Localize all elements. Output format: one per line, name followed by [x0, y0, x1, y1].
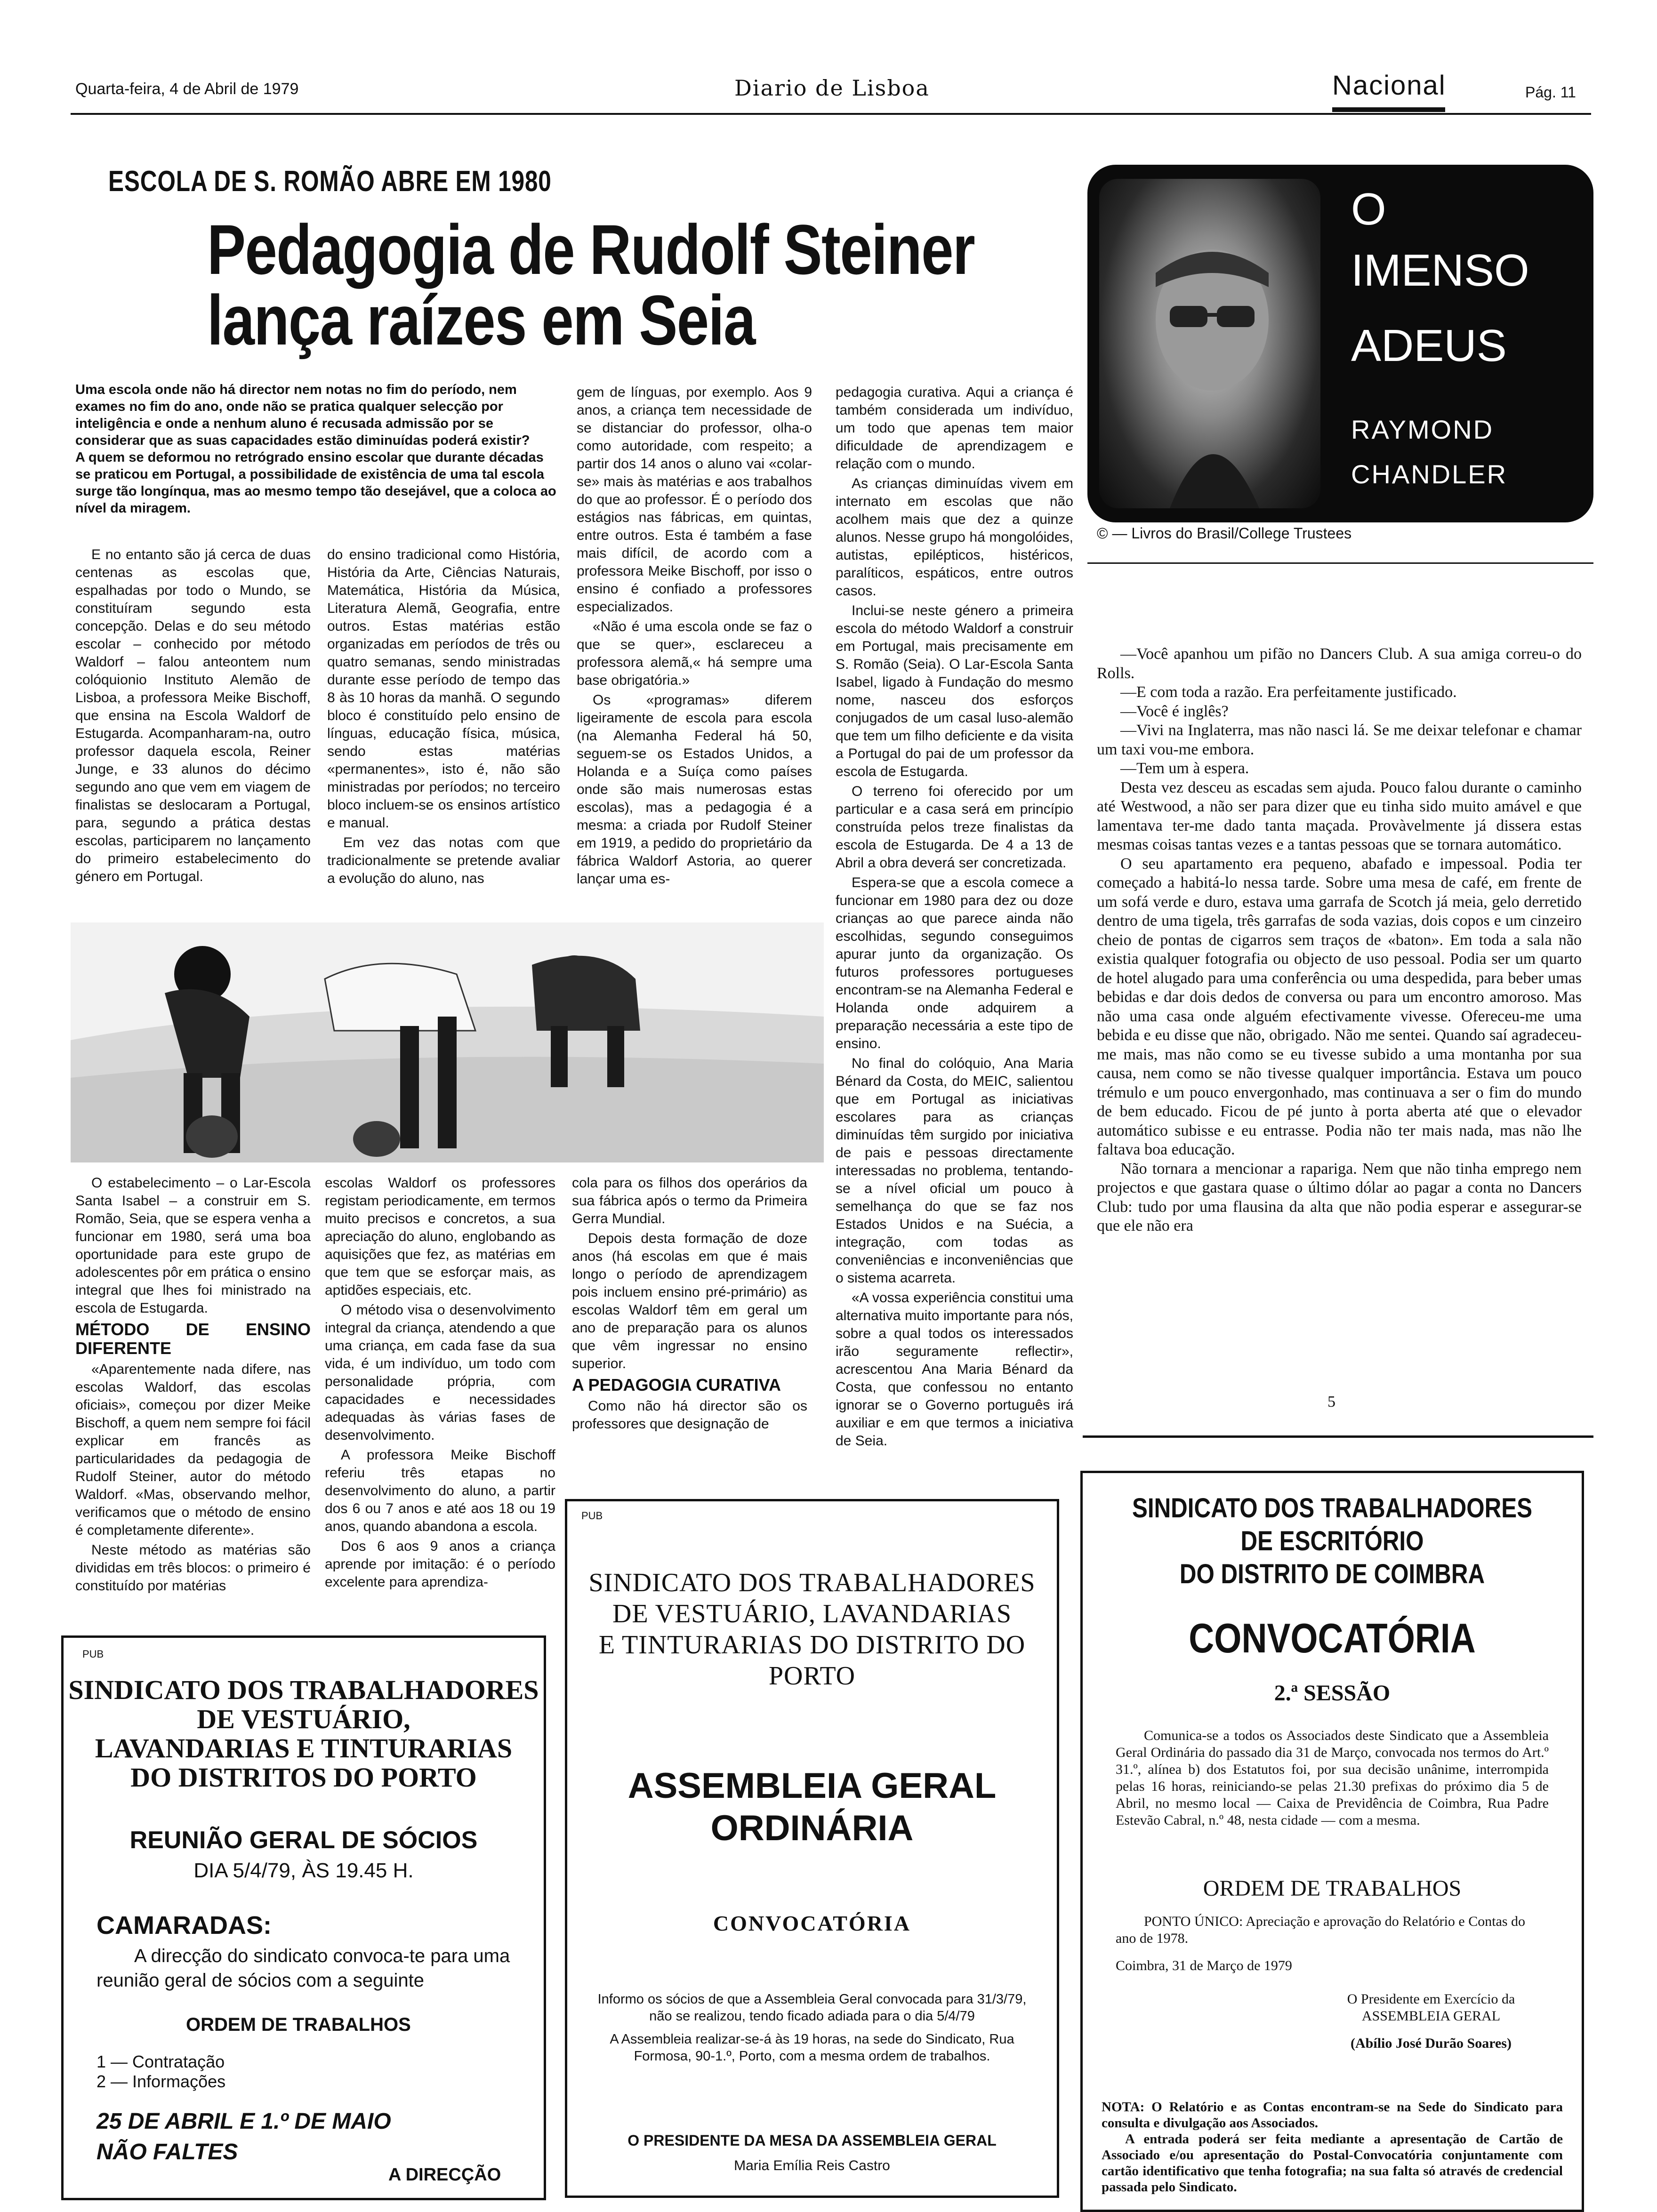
ad3-organisation — [1120, 1492, 1544, 1591]
ad2-title-line: ASSEMBLEIA GERAL — [627, 1766, 997, 1806]
paragraph: Neste método as matérias são divididas em três blocos: o primeiro é constituído por matérias — [75, 1542, 311, 1594]
book-credit: © — Livros do Brasil/College Trustees — [1097, 525, 1352, 542]
excerpt-paragraph: Desta vez desceu as escadas sem ajuda. Pouco falou durante o caminho até Westwood, a não ser para dizer que eu tinha sido muito amável e que lamentava ter-me dado tanta maçada. Provàvelmente já dissera estas mesmas coisas tantas vezes e a tantas pessoas que se tornara automático. — [1097, 778, 1582, 853]
ad3-org-line: SINDICATO DOS TRABALHADORES — [1132, 1493, 1532, 1523]
headline-line-2: lança raízes em Seia — [207, 281, 755, 360]
advert-coimbra-convocation — [1080, 1471, 1584, 2212]
article-lower-column-2 — [325, 1174, 555, 1593]
ad3-place-date: Coimbra, 31 de Março de 1979 — [1116, 1958, 1292, 1973]
excerpt-paragraph: —Tem um à espera. — [1120, 760, 1249, 777]
article-photo — [71, 922, 824, 1162]
ad2-organisation — [567, 1567, 1057, 1691]
ad3-title: CONVOCATÓRIA — [1189, 1615, 1476, 1661]
ad2-subtitle: CONVOCATÓRIA — [713, 1911, 911, 1935]
paragraph: O terreno foi oferecido por um particular e a casa será em princípio construída pelos treze finalistas da escola de Estugarda. De 4 a 13 de Abril a obra deverá ser concretizada. — [836, 784, 1073, 871]
section-name: Nacional — [1332, 70, 1446, 101]
ad3-signature-line: O Presidente em Exercício da — [1347, 1991, 1515, 2007]
ad3-signature-line: ASSEMBLEIA GERAL — [1361, 2008, 1501, 2024]
ad1-body: A direcção do sindicato convoca-te para uma reunião geral de sócios com a seguinte — [97, 1946, 510, 1991]
header-date: Quarta-feira, 4 de Abril de 1979 — [75, 80, 299, 98]
book-title-word-2: IMENSO — [1351, 245, 1529, 296]
ad1-signature: A DIRECÇÃO — [388, 2165, 501, 2185]
ad1-org-line: SINDICATO DOS TRABALHADORES — [68, 1675, 539, 1705]
pub-label: PUB — [581, 1510, 603, 1522]
paragraph: do ensino tradicional como História, História da Arte, Ciências Naturais, Matemática, História da Música, Literatura Alemã, Geografia, entre outros. Estas matérias estão organizadas em períodos de três ou quatro semanas, sendo ministradas durante esse período de tempo das 8 às 10 horas da manhã. O segundo bloco é constituído pelo ensino de línguas, educação física, música, sendo estas matérias «permanentes», isto é, não são ministradas por períodos; no terceiro bloco incluem-se os ensinos artístico e manual. — [327, 547, 560, 831]
ad3-signature-block — [1318, 1991, 1544, 2052]
newspaper-name: Diario de Lisboa — [734, 75, 930, 101]
ad1-agenda-item: 2 — Informações — [97, 2072, 226, 2091]
paragraph: O método visa o desenvolvimento integral da criança, atendendo a que uma criança, em cada fase da sua vida, é um indivíduo, um todo com personalidade própria, com capacidades e necessidades adequadas às várias fases de desenvolvimento. — [325, 1302, 555, 1443]
ad3-note-line: A entrada poderá ser feita mediante a apresentação de Cartão de Associado e/ou apresentação do Postal-Convocatória conjuntamente com cartão identificativo que tenha fotografia; na sua falta só através de credencial passada pelo Sindicato. — [1102, 2132, 1563, 2195]
article-column-3 — [577, 384, 812, 890]
paragraph: As crianças diminuídas vivem em internato em escolas que não acolhem mais que dez a quinze alunos. Nesse grupo há mongolóides, autistas, epilépticos, histéricos, paralíticos, espáticos, entre outros casos. — [836, 476, 1073, 599]
ad3-note — [1102, 2099, 1563, 2195]
ad1-org-line: DE VESTUÁRIO, — [197, 1704, 410, 1734]
paragraph: cola para os filhos dos operários da sua fábrica após o termo da Primeira Gerra Mundial. — [572, 1175, 807, 1226]
paragraph: Inclui-se neste género a primeira escola do método Waldorf a construir em Portugal, mais precisamente em S. Romão (Seia). O Lar-Escola Santa Isabel, ligado à Fundação do mesmo nome, nasceu dos esforços conjugados de um casal luso-alemão que tem um filho deficiente e da visita a Portugal do pai de um professor da escola de Estugarda. — [836, 603, 1073, 779]
paragraph: «A vossa experiência constitui uma alternativa muito importante para nós, sobre a qual todos os interessados irão seguramente reflectir», acrescentou Ana Maria Bénard da Costa, que confessou no entanto ignorar se o Governo português irá auxiliar e em que termos a iniciativa de Seia. — [836, 1290, 1073, 1449]
book-excerpt — [1097, 645, 1582, 1236]
ad2-org-line: E TINTURARIAS DO DISTRITO DO — [598, 1630, 1026, 1659]
ad3-agenda-item: PONTO ÚNICO: Apreciação e aprovação do Relatório e Contas do ano de 1978. — [1116, 1914, 1526, 1946]
book-author-last: CHANDLER — [1351, 459, 1508, 489]
excerpt-paragraph: —Vivi na Inglaterra, mas não nasci lá. Se me deixar telefonar e chamar um taxi vou-me embora. — [1097, 721, 1582, 758]
ad1-org-line: LAVANDARIAS E TINTURARIAS — [95, 1733, 513, 1763]
article-column-4 — [836, 384, 1073, 1452]
ad1-date: DIA 5/4/79, ÀS 19.45 H. — [193, 1859, 414, 1882]
lead-paragraph-2: A quem se deformou no retrógrado ensino escolar que durante décadas se praticou em Portugal, a possibilidade de existência de uma tal escola surge tão longínqua, mas ao mesmo tempo tão desejável, que a coloca ao nível da miragem. — [75, 450, 556, 516]
ad2-org-line: DE VESTUÁRIO, LAVANDARIAS — [612, 1599, 1012, 1628]
paragraph: Como não há director são os professores que designação de — [572, 1398, 807, 1432]
article-headline — [207, 210, 975, 360]
article-kicker: ESCOLA DE S. ROMÃO ABRE EM 1980 — [108, 165, 552, 198]
ad2-title-line: ORDINÁRIA — [710, 1808, 914, 1848]
page-number: Pág. 11 — [1525, 84, 1576, 101]
ad2-body-2: A Assembleia realizar-se-á às 19 horas, na sede do Sindicato, Rua Formosa, 90-1.º, Porto, com a mesma ordem de trabalhos. — [610, 2032, 1014, 2064]
ad1-slogan-1: 25 DE ABRIL E 1.º DE MAIO — [97, 2109, 391, 2134]
paragraph: «Aparentemente nada difere, nas escolas Waldorf, das escolas oficiais», começou por dizer Meike Bischoff, a quem nem sempre foi fácil explicar em francês as particularidades da pedagogia de Rudolf Steiner, autor do método Waldorf. «Mas, observando melhor, verificamos que o método de ensino é completamente diferente». — [75, 1362, 311, 1538]
ad1-greeting: CAMARADAS: — [97, 1911, 272, 1940]
subheading-method: MÉTODO DE ENSINO DIFERENTE — [75, 1320, 311, 1358]
article-lower-column-3 — [572, 1174, 807, 1435]
book-title-word-3: ADEUS — [1351, 321, 1507, 371]
article-column-2 — [327, 546, 560, 890]
header-rule — [71, 113, 1591, 115]
ad1-org-line: DO DISTRITOS DO PORTO — [130, 1762, 477, 1793]
ad3-signature-name: (Abílio José Durão Soares) — [1351, 2036, 1512, 2051]
headline-line-1: Pedagogia de Rudolf Steiner — [207, 210, 975, 289]
excerpt-paragraph: —Você apanhou um pifão no Dancers Club. A sua amiga correu-o do Rolls. — [1097, 645, 1582, 682]
ad3-session: 2.ª SESSÃO — [1274, 1681, 1391, 1706]
advert-porto-union-meeting — [61, 1635, 546, 2200]
article-column-1 — [75, 546, 311, 888]
article-lower-column-1 — [75, 1174, 311, 1597]
ad2-signature-name: Maria Emília Reis Castro — [734, 2158, 890, 2173]
paragraph: O estabelecimento – o Lar-Escola Santa Isabel – a construir em S. Romão, Seia, que se espera venha a funcionar em 1980, será uma boa oportunidade para este grupo de adolescentes pôr em prática o ensino integral que lhes foi ministrado na escola de Estugarda. — [75, 1175, 311, 1316]
article-lead — [75, 381, 560, 517]
pub-label: PUB — [82, 1648, 104, 1660]
section-underline — [1332, 107, 1445, 112]
ad2-org-line: SINDICATO DOS TRABALHADORES — [588, 1568, 1036, 1597]
paragraph: A professora Meike Bischoff referiu três etapas no desenvolvimento do aluno, a partir dos 6 ou 7 anos e até aos 18 ou 19 anos, quando abandona a escola. — [325, 1447, 555, 1534]
ad2-title — [567, 1765, 1057, 1850]
ad1-slogan-2: NÃO FALTES — [97, 2140, 238, 2164]
photo-illustration — [71, 922, 824, 1162]
excerpt-paragraph: —Você é inglês? — [1120, 702, 1229, 720]
lead-paragraph-1: Uma escola onde não há director nem notas no fim do período, nem exames no fim do ano, onde não se pratica qualquer selecção por inteligência e onde a nenhum aluno é recusada admissão por se considerar que as suas capacidades estão diminuídas poderá existir? — [75, 382, 530, 448]
excerpt-bottom-rule — [1083, 1435, 1593, 1438]
book-author-first: RAYMOND — [1351, 415, 1494, 444]
ad2-org-line: PORTO — [768, 1661, 856, 1691]
book-credit-rule — [1087, 562, 1593, 564]
paragraph: escolas Waldorf os professores registam periodicamente, em termos muito precisos e concretos, a sua apreciação do aluno, englobando as aquisições que fez, as matérias em que tem que se esforçar mais, as aptidões especiais, etc. — [325, 1175, 555, 1298]
ad3-body: Comunica-se a todos os Associados deste Sindicato que a Assembleia Geral Ordinária do passado dia 31 de Março, convocada nos termos do Art.º 31.º, alínea b) dos Estatutos foi, por sua decisão unânime, interrompida pelas 16 horas, reiniciando-se pelas 21.30 prefixas do próximo dia 5 de Abril, no mesmo local — Caixa de Previdência de Coimbra, Rua Padre Estevão Cabral, n.º 48, nesta cidade — com a mesma. — [1116, 1728, 1549, 1828]
paragraph: «Não é uma escola onde se faz o que se quer», esclareceu a professora alemã,« há sempre uma base obrigatória.» — [577, 619, 812, 688]
ad1-agenda-item: 1 — Contratação — [97, 2052, 225, 2071]
excerpt-number: 5 — [1327, 1393, 1335, 1411]
paragraph: Os «programas» diferem ligeiramente de escola para escola (na Alemanha Federal há 50, seguem-se os Estados Unidos, a Holanda e a Suíça como países onde são mais numerosas estas escolas), mas a pedagogia é a mesma: a criada por Rudolf Steiner em 1919, a pedido do proprietário da fábrica Waldorf Astoria, ao querer lançar uma es- — [577, 692, 812, 887]
excerpt-paragraph: Não tornara a mencionar a rapariga. Nem que não tinha emprego nem projectos e que gastara quase o último dólar ao pagar a conta no Dancers Club: tudo por uma flausina da alta que não podia esperar e assegurar-se que ele não era — [1097, 1160, 1582, 1234]
ad2-signature-title: O PRESIDENTE DA MESA DA ASSEMBLEIA GERAL — [627, 2132, 997, 2149]
ad3-org-line: DO DISTRITO DE COIMBRA — [1179, 1559, 1485, 1589]
paragraph: Espera-se que a escola comece a funcionar em 1980 para dez ou doze crianças ao que parece ainda não escolhidas, segundo conseguimos apurar junto da organização. Os futuros professores portugueses encontram-se na Alemanha Federal e Holanda onde adquirem a preparação necessária a este tipo de ensino. — [836, 875, 1073, 1051]
paragraph: gem de línguas, por exemplo. Aos 9 anos, a criança tem necessidade de se distanciar do professor, olha-o como autoridade, com respeito; a partir dos 14 anos o aluno vai «colar-se» mais às matérias e aos trabalhos do que ao professor. É o período dos estágios nas fábricas, em quintas, entre outros. Esta é também a fase mais difícil, de acordo com a professora Meike Bischoff, por isso o ensino é confiado a professores especializados. — [577, 385, 812, 615]
paragraph: Depois desta formação de doze anos (há escolas em que é mais longo o período de aprendizagem pois incluem ensino pré-primário) as escolas Waldorf têm em geral um ano de preparação para os alunos que vêm ingressar no ensino superior. — [572, 1231, 807, 1371]
ad3-org-line: DE ESCRITÓRIO — [1240, 1526, 1424, 1556]
subheading-curative: A PEDAGOGIA CURATIVA — [572, 1375, 781, 1395]
ad1-organisation — [64, 1675, 544, 1792]
paragraph: E no entanto são já cerca de duas centenas as escolas que, espalhadas por todo o Mundo, se constituíram segundo esta concepção. Delas e do seu método escolar – conhecido por método Waldorf – falou anteontem num colóquionio Instituto Alemão de Lisboa, a professora Meike Bischoff, que ensina na Escola Waldorf de Estugarda. Acompanharam-na, outro professor daquela escola, Reiner Junge, e 33 alunos do décimo segundo ano que vem em viagem de finalistas se deslocaram a Portugal, para, segundo a prática destas escolas, participarem no lançamento do primeiro estabelecimento do género em Portugal. — [75, 547, 311, 884]
paragraph: Em vez das notas com que tradicionalmente se pretende avaliar a evolução do aluno, nas — [327, 835, 560, 886]
portrait-illustration — [1099, 179, 1320, 508]
paragraph: Dos 6 aos 9 anos a criança aprende por imitação: é o período excelente para aprendiza- — [325, 1539, 555, 1590]
paragraph: No final do colóquio, Ana Maria Bénard da Costa, do MEIC, salientou que em Portugal as iniciativas escolares para as crianças diminuídas têm surgido por iniciativa de pais e pessoas directamente interessadas no problema, tentando-se a nível oficial um pouco à semelhança do que se faz nos Estados Unidos e na Suécia, a integração, com todas as conveniências e inconveniências que o sistema acarreta. — [836, 1056, 1073, 1286]
advert-porto-general-assembly — [565, 1499, 1059, 2198]
ad1-title: REUNIÃO GERAL DE SÓCIOS — [129, 1827, 478, 1854]
author-portrait — [1099, 179, 1320, 508]
ad3-agenda-title: ORDEM DE TRABALHOS — [1203, 1876, 1462, 1901]
ad2-body-1: Informo os sócios de que a Assembleia Geral convocada para 31/3/79, não se realizou, tendo ficado adiada para o dia 5/4/79 — [597, 1992, 1027, 2024]
excerpt-paragraph: —E com toda a razão. Era perfeitamente justificado. — [1120, 683, 1457, 701]
ad1-agenda-title: ORDEM DE TRABALHOS — [186, 2014, 411, 2035]
book-title-word-1: O — [1351, 184, 1386, 234]
ad3-note-line: NOTA: O Relatório e as Contas encontram-se na Sede do Sindicato para consulta e divulgação aos Associados. — [1102, 2100, 1563, 2131]
paragraph: pedagogia curativa. Aqui a criança é também considerada um indivíduo, um todo que apenas tem maior dificuldade de aprendizagem e relação com o mundo. — [836, 385, 1073, 472]
excerpt-paragraph: O seu apartamento era pequeno, abafado e impessoal. Podia ter começado a habitá-lo nessa tarde. Sobre uma mesa de café, em frente de um sofá verde e duro, estava uma garrafa de Scotch já meia, gelo derretido dentro de uma tigela, três garrafas de soda vazias, dois copos e um cinzeiro cheio de pontas de cigarros sem traços de «baton». Em toda a sala não existia qualquer fotografia ou objecto de uso pessoal. Podia ser um quarto de hotel alugado para uma conferência ou uma despedida, para beber umas bebidas e dar dois dedos de conversa ou para um encontro amoroso. Mas não uma casa onde alguém efectivamente vivesse. Ofereceu-me uma bebida e eu disse que não, obrigado. Não me sentei. Quando saí agradeceu-me mais, mas não como se eu tivesse subido a uma montanha por sua causa, nem como se não tivesse qualquer importância. Estava um pouco trémulo e um pouco envergonhado, mas continuava a ser o fim do mundo de bem educado. Ficou de pé junto à porta aberta até que o elevador automático subisse e eu entrasse. Podia não ter mais nada, mas não lhe faltava boa educação. — [1097, 855, 1582, 1158]
